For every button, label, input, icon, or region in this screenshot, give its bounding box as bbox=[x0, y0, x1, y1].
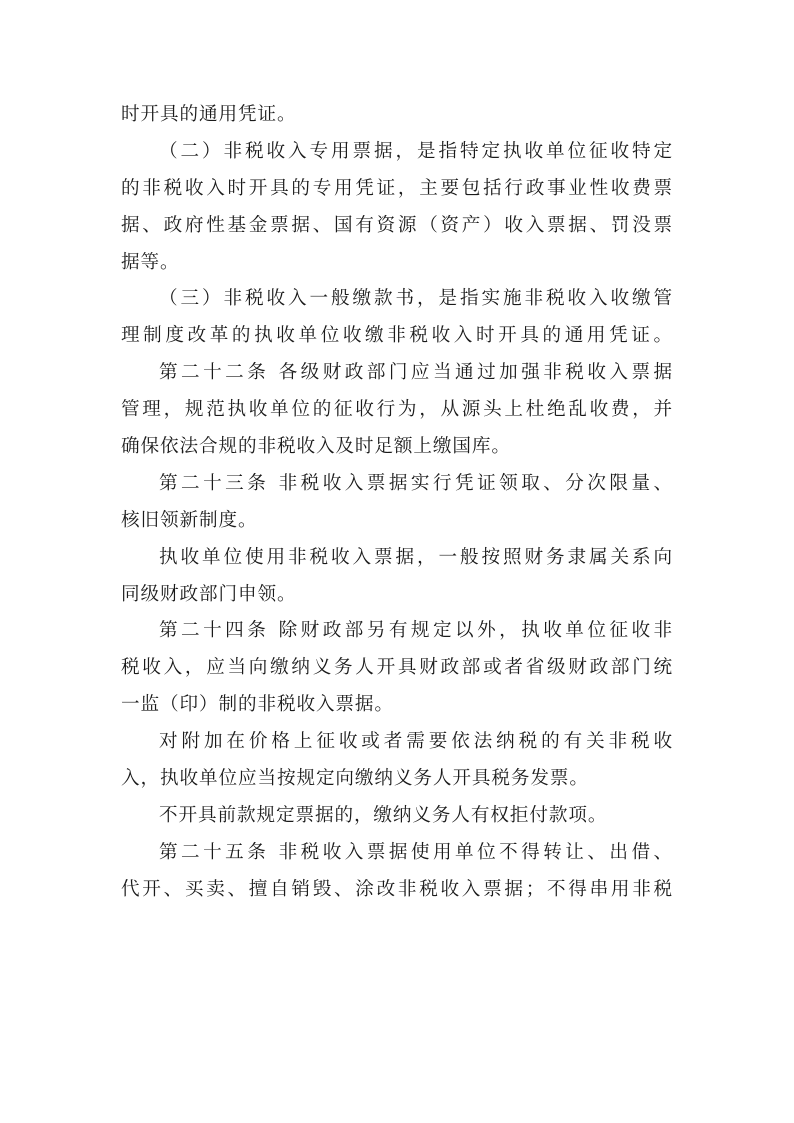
document-line: 同级财政部门申领。 bbox=[121, 583, 297, 605]
document-line: 入，执收单位应当按规定向缴纳义务人开具税务发票。 bbox=[121, 768, 589, 790]
document-line: 确保依法合规的非税收入及时足额上缴国库。 bbox=[121, 436, 511, 458]
document-line: 核旧领新制度。 bbox=[121, 509, 258, 531]
document-line: （二）非税收入专用票据，是指特定执收单位征收特定 bbox=[159, 140, 673, 162]
document-line: 第二十二条 各级财政部门应当通过加强非税收入票据 bbox=[159, 362, 673, 384]
document-line: 管理，规范执收单位的征收行为，从源头上杜绝乱收费，并 bbox=[121, 399, 673, 421]
document-line: （三）非税收入一般缴款书，是指实施非税收入收缴管 bbox=[159, 288, 673, 310]
document-line: 第二十三条 非税收入票据实行凭证领取、分次限量、 bbox=[159, 472, 673, 494]
document-line: 一监（印）制的非税收入票据。 bbox=[121, 694, 394, 716]
document-line: 据、政府性基金票据、国有资源（资产）收入票据、罚没票 bbox=[121, 214, 673, 236]
document-line: 执收单位使用非税收入票据，一般按照财务隶属关系向 bbox=[159, 546, 673, 568]
document-line: 理制度改革的执收单位收缴非税收入时开具的通用凭证。 bbox=[121, 325, 673, 347]
document-line: 税收入，应当向缴纳义务人开具财政部或者省级财政部门统 bbox=[121, 657, 673, 679]
document-line: 对附加在价格上征收或者需要依法纳税的有关非税收 bbox=[159, 731, 673, 753]
document-line: 据等。 bbox=[121, 251, 180, 273]
document-line: 不开具前款规定票据的，缴纳义务人有权拒付款项。 bbox=[159, 804, 608, 826]
document-line: 第二十四条 除财政部另有规定以外，执收单位征收非 bbox=[159, 620, 673, 642]
document-line: 代开、买卖、擅自销毁、涂改非税收入票据；不得串用非税 bbox=[121, 878, 673, 900]
document-body bbox=[121, 97, 673, 909]
document-line: 第二十五条 非税收入票据使用单位不得转让、出借、 bbox=[159, 841, 673, 863]
document-line: 的非税收入时开具的专用凭证，主要包括行政事业性收费票 bbox=[121, 177, 673, 199]
document-line: 时开具的通用凭证。 bbox=[121, 104, 297, 125]
